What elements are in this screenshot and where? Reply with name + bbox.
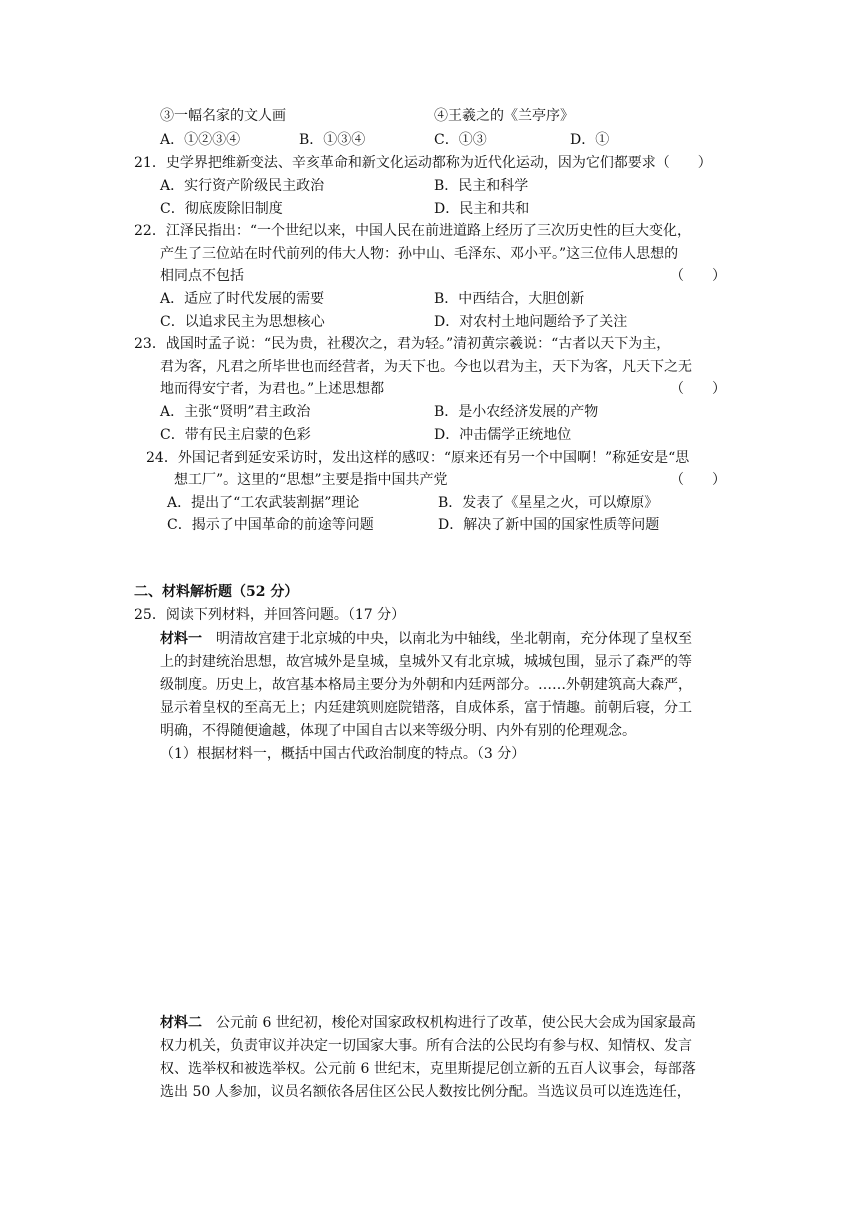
q20-choice-d: D．① bbox=[570, 132, 610, 148]
q21-choice-b: B．民主和科学 bbox=[434, 178, 529, 194]
material-1-line-1: 材料一 明清故宫建于北京城的中央，以南北为中轴线，坐北朝南，充分体现了皇权至 bbox=[160, 631, 692, 647]
q24-stem-line-2: 想工厂”。这里的“思想”主要是指中国共产党 bbox=[174, 472, 448, 488]
material-2-line-3: 权、选举权和被选举权。公元前 6 世纪末，克里斯提尼创立新的五百人议事会，每部落 bbox=[160, 1061, 696, 1077]
q24-choice-c: C．揭示了中国革命的前途等问题 bbox=[167, 517, 374, 533]
q23-choice-a: A．主张“贤明”君主政治 bbox=[160, 404, 311, 420]
section-2-title: 二、材料解析题（52 分） bbox=[134, 584, 299, 600]
q24-stem-line-1: 24．外国记者到延安采访时，发出这样的感叹：“原来还有另一个中国啊！”称延安是“思 bbox=[146, 450, 690, 466]
q21-choice-a: A．实行资产阶级民主政治 bbox=[160, 178, 325, 194]
q22-choice-c: C．以追求民主为思想核心 bbox=[160, 314, 325, 330]
q20-choice-c: C．①③ bbox=[434, 132, 487, 148]
material-1-line-2: 上的封建统治思想，故宫城外是皇城，皇城外又有北京城，城城包围，显示了森严的等 bbox=[160, 654, 692, 670]
q23-stem-line-1: 23．战国时孟子说：“民为贵，社稷次之，君为轻。”清初黄宗羲说：“古者以天下为主， bbox=[134, 336, 671, 352]
q21-stem: 21．史学界把维新变法、辛亥革命和新文化运动都称为近代化运动，因为它们都要求（ ） bbox=[134, 155, 712, 171]
q22-choice-d: D．对农村土地问题给予了关注 bbox=[434, 314, 628, 330]
q23-stem-line-3: 地而得安宁者，为君也。”上述思想都 bbox=[160, 381, 385, 397]
material-2-label: 材料二 bbox=[160, 1015, 202, 1031]
q22-answer-paren: （ ） bbox=[670, 268, 726, 284]
q22-choice-b: B．中西结合，大胆创新 bbox=[434, 291, 585, 307]
q20-choice-a: A．①②③④ bbox=[160, 132, 241, 148]
q20-option-4: ④王羲之的《兰亭序》 bbox=[434, 108, 574, 124]
q23-stem-line-2: 君为客，凡君之所毕世也而经营者，为天下也。今也以君为主，天下为客，凡天下之无 bbox=[160, 359, 692, 375]
q23-choice-c: C．带有民主启蒙的色彩 bbox=[160, 427, 311, 443]
material-2-line-1: 材料二 公元前 6 世纪初，梭伦对国家政权机构进行了改革，使公民大会成为国家最高 bbox=[160, 1015, 696, 1031]
material-2-line-4: 选出 50 人参加，议员名额依各居住区公民人数按比例分配。当选议员可以连选连任， bbox=[160, 1084, 691, 1100]
q25-stem: 25．阅读下列材料，并回答问题。（17 分） bbox=[134, 607, 406, 623]
material-1-label: 材料一 bbox=[160, 631, 202, 647]
q22-choice-a: A．适应了时代发展的需要 bbox=[160, 291, 325, 307]
q20-choice-b: B．①③④ bbox=[299, 132, 366, 148]
material-1-line-3: 级制度。历史上，故宫基本格局主要分为外朝和内廷两部分。……外朝建筑高大森严， bbox=[160, 677, 692, 693]
q22-stem-line-2: 产生了三位站在时代前列的伟大人物：孙中山、毛泽东、邓小平。”这三位伟人思想的 bbox=[160, 246, 679, 262]
q20-option-3: ③一幅名家的文人画 bbox=[160, 108, 286, 124]
q24-choice-b: B．发表了《星星之火，可以燎原》 bbox=[438, 495, 659, 511]
q21-choice-d: D．民主和共和 bbox=[434, 201, 530, 217]
material-2-line-2: 权力机关，负责审议并决定一切国家大事。所有合法的公民均有参与权、知情权、发言 bbox=[160, 1038, 692, 1054]
q24-choice-a: A．提出了“工农武装割据”理论 bbox=[167, 495, 360, 511]
q22-stem-line-1: 22．江泽民指出：“一个世纪以来，中国人民在前进道路上经历了三次历史性的巨大变化， bbox=[134, 223, 691, 239]
q23-choice-b: B．是小农经济发展的产物 bbox=[434, 404, 599, 420]
material-1-line-4: 显示着皇权的至高无上；内廷建筑则庭院错落，自成体系，富于情趣。前朝后寝，分工 bbox=[160, 700, 692, 716]
q21-choice-c: C．彻底废除旧制度 bbox=[160, 201, 283, 217]
q23-answer-paren: （ ） bbox=[670, 381, 726, 397]
q22-stem-line-3: 相同点不包括 bbox=[160, 268, 244, 284]
material-1-line-5: 明确，不得随便逾越，体现了中国自古以来等级分明、内外有别的伦理观念。 bbox=[160, 723, 636, 739]
q24-choice-d: D．解决了新中国的国家性质等问题 bbox=[438, 517, 660, 533]
q24-answer-paren: （ ） bbox=[670, 472, 726, 488]
q23-choice-d: D．冲击儒学正统地位 bbox=[434, 427, 572, 443]
q25-subquestion-1: （1）根据材料一，概括中国古代政治制度的特点。（3 分） bbox=[160, 746, 526, 762]
